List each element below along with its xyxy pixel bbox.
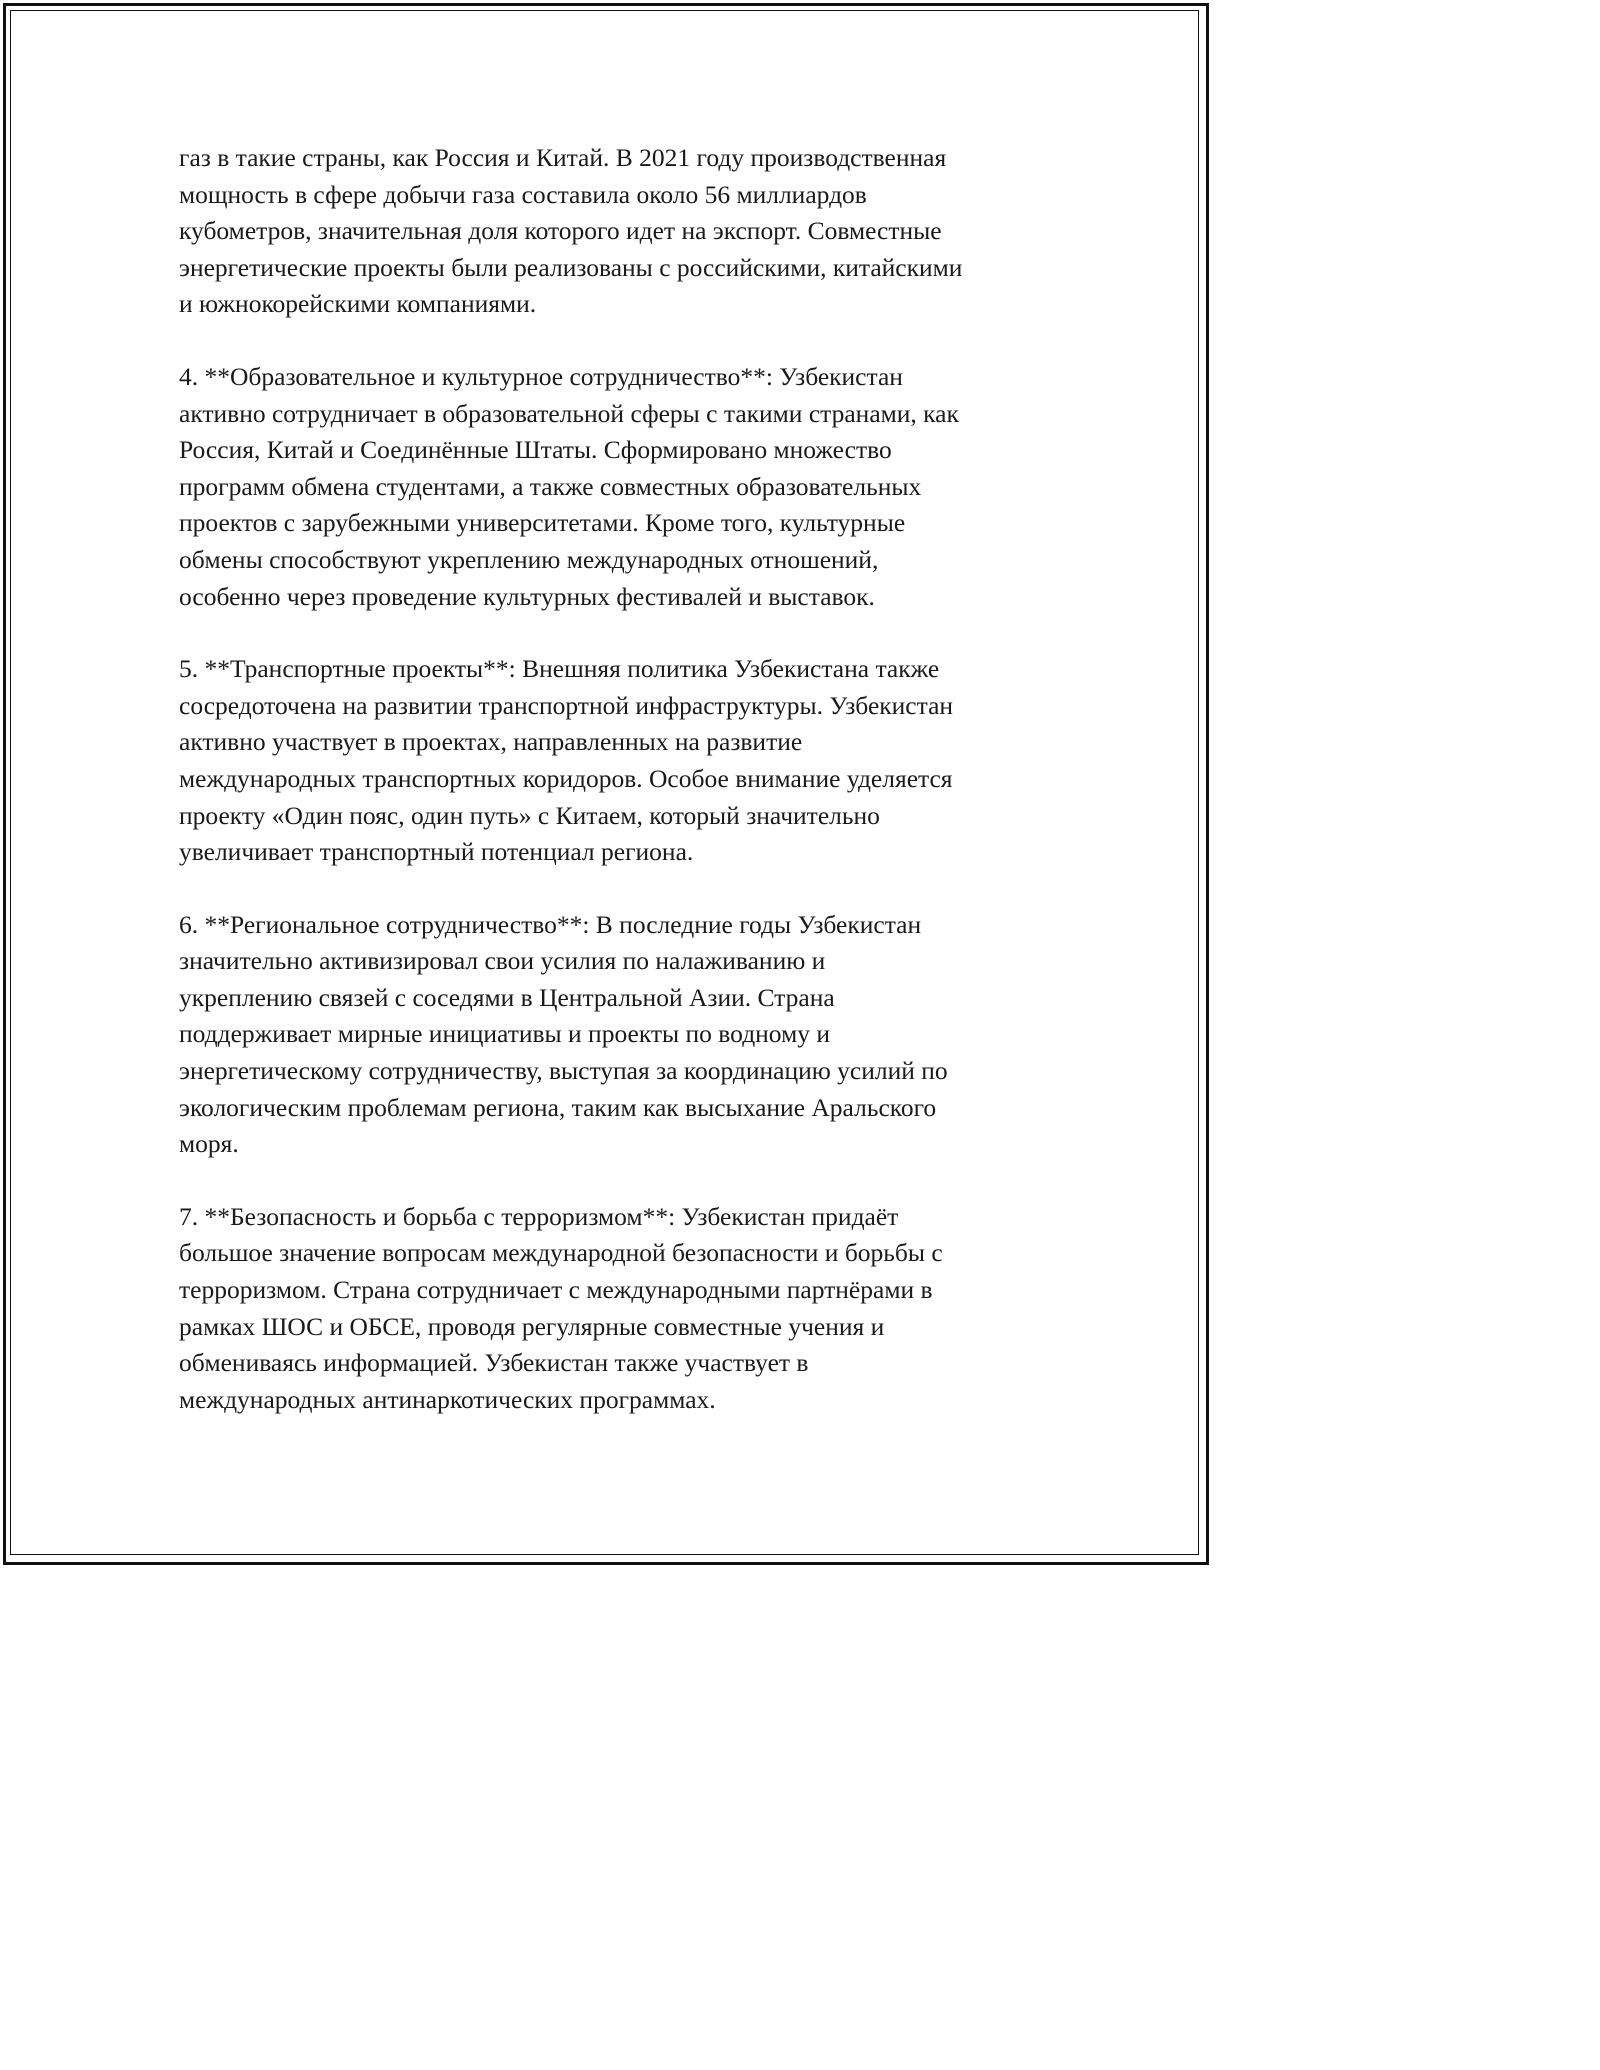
paragraph-regional-cooperation: 6. **Региональное сотрудничество**: В последние годы Узбекистан значительно активизировал свои усилия по налаживанию и укреплению связей с соседями в Центральной Азии. Страна поддерживает мирные инициативы и проекты по водному и энергетическому сотрудничеству, выступая за координацию усилий по экологическим проблемам региона, таким как высыхание Аральского моря. — [179, 909, 948, 1159]
paragraph-transport-projects: 5. **Транспортные проекты**: Внешняя политика Узбекистана также сосредоточена на развитии транспортной инфраструктуры. Узбекистан активно участвует в проектах, направленных на развитие международных транспортных коридоров. Особое внимание уделяется проекту «Один пояс, один путь» с Китаем, который значительно увеличивает транспортный потенциал региона. — [179, 654, 954, 867]
paragraph-security-terrorism: 7. **Безопасность и борьба с терроризмом**: Узбекистан придаёт большое значение вопросам международной безопасности и борьбы с терроризмом. Страна сотрудничает с международными партнёрами в рамках ШОС и ОБСЕ, проводя регулярные совместные учения и обмениваясь информацией. Узбекистан также участвует в международных антинаркотических программах. — [179, 1201, 943, 1414]
paragraph-gas-export: газ в такие страны, как Россия и Китай. В 2021 году производственная мощность в сфере добычи газа составила около 56 миллиардов кубометров, значительная доля которого идет на экспорт. Совместные энергетические проекты были реализованы с российскими, китайскими и южнокорейскими компаниями. — [179, 143, 963, 319]
document-body — [179, 140, 1039, 1454]
paragraph-education-culture: 4. **Образовательное и культурное сотрудничество**: Узбекистан активно сотрудничает в образовательной сферы с такими странами, как Россия, Китай и Соединённые Штаты. Сформировано множество программ обмена студентами, а также совместных образовательных проектов с зарубежными университетами. Кроме того, культурные обмены способствуют укреплению международных отношений, особенно через проведение культурных фестивалей и выставок. — [179, 361, 959, 611]
